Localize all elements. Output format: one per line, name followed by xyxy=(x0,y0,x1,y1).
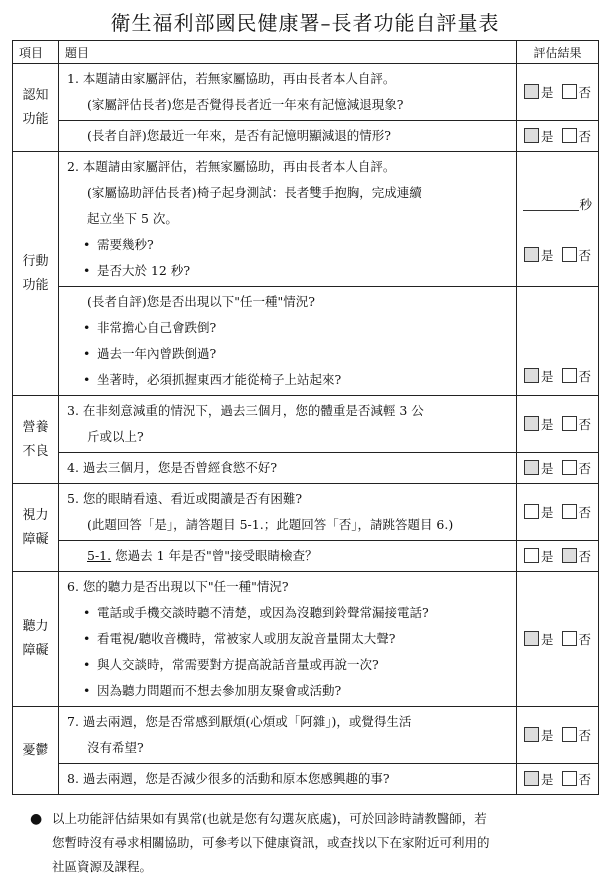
answer-q5-1: 是 否 xyxy=(517,541,599,572)
table-row xyxy=(13,484,599,541)
category-mobility: 行動 功能 xyxy=(13,152,59,396)
answer-q5: 是 否 xyxy=(517,484,599,541)
checkbox-yes[interactable] xyxy=(524,84,539,99)
question-1: 1. 本題請由家屬評估，若無家屬協助，再由長者本人自評。 (家屬評估長者)您是否覺得長者近一年來有記憶減退現象? xyxy=(59,64,517,121)
answer-q7: 是 否 xyxy=(517,707,599,764)
checkbox-no[interactable] xyxy=(562,247,577,262)
page-title: 衛生福利部國民健康署–長者功能自評量表 xyxy=(110,11,500,35)
checkbox-no[interactable] xyxy=(562,548,577,563)
checkbox-no[interactable] xyxy=(562,368,577,383)
checkbox-no[interactable] xyxy=(562,460,577,475)
checkbox-yes[interactable] xyxy=(524,548,539,563)
assessment-table xyxy=(12,40,599,795)
category-depression: 憂鬱 xyxy=(13,707,59,795)
category-hearing: 聽力 障礙 xyxy=(13,572,59,707)
answer-q4: 是 否 xyxy=(517,453,599,484)
question-5: 5. 您的眼睛看遠、看近或閱讀是否有困難? (此題回答「是」，請答題目 5-1.；此題回答「否」，請跳答題目 6.) xyxy=(59,484,517,541)
checkbox-yes[interactable] xyxy=(524,771,539,786)
table-row xyxy=(13,121,599,152)
checkbox-yes[interactable] xyxy=(524,247,539,262)
question-1b: (長者自評)您最近一年來，是否有記憶明顯減退的情形? xyxy=(59,121,517,152)
checkbox-yes[interactable] xyxy=(524,504,539,519)
question-4: 4. 過去三個月，您是否曾經食慾不好? xyxy=(59,453,517,484)
checkbox-yes[interactable] xyxy=(524,128,539,143)
table-row xyxy=(13,287,599,396)
checkbox-no[interactable] xyxy=(562,727,577,742)
table-row xyxy=(13,707,599,764)
answer-q8: 是 否 xyxy=(517,764,599,795)
table-row xyxy=(13,572,599,707)
checkbox-yes[interactable] xyxy=(524,416,539,431)
checkbox-no[interactable] xyxy=(562,416,577,431)
table-row xyxy=(13,541,599,572)
header-question: 題目 xyxy=(59,41,517,64)
question-2b: (長者自評)您是否出現以下"任一種"情況? • 非常擔心自己會跌倒? • 過去一年內曾跌倒過? • 坐著時，必須抓握東西才能從椅子上站起來? xyxy=(59,287,517,396)
checkbox-yes[interactable] xyxy=(524,631,539,646)
question-5-1: 5-1. 您過去 1 年是否"曾"接受眼睛檢查？ xyxy=(59,541,517,572)
footer-note: ● 以上功能評估結果如有異常(也就是您有勾選灰底處)，可於回診時請教醫師，若 您暫時沒有尋求相關協助，可參考以下健康資訊，或查找以下在家附近可利用的 社區資源及課程。 xyxy=(30,807,592,879)
answer-q1: 是 否 xyxy=(517,64,599,121)
checkbox-no[interactable] xyxy=(562,128,577,143)
category-vision: 視力 障礙 xyxy=(13,484,59,572)
checkbox-no[interactable] xyxy=(562,771,577,786)
category-nutrition: 營養 不良 xyxy=(13,396,59,484)
checkbox-no[interactable] xyxy=(562,631,577,646)
table-row xyxy=(13,764,599,795)
table-header xyxy=(13,41,599,64)
answer-q3: 是 否 xyxy=(517,396,599,453)
checkbox-yes[interactable] xyxy=(524,727,539,742)
checkbox-no[interactable] xyxy=(562,504,577,519)
category-cognition: 認知 功能 xyxy=(13,64,59,152)
answer-q2: 秒 是 否 xyxy=(517,152,599,287)
checkbox-yes[interactable] xyxy=(524,368,539,383)
checkbox-no[interactable] xyxy=(562,84,577,99)
seconds-blank[interactable] xyxy=(523,198,579,211)
table-row xyxy=(13,453,599,484)
question-2: 2. 本題請由家屬評估，若無家屬協助，再由長者本人自評。 (家屬協助評估長者)椅子起身測試：長者雙手抱胸，完成連續 起立坐下 5 次。 • 需要幾秒? • 是否大於 12 秒? xyxy=(59,152,517,287)
table-row xyxy=(13,396,599,453)
question-6: 6. 您的聽力是否出現以下"任一種"情況? • 電話或手機交談時聽不清楚，或因為沒聽到鈴聲常漏接電話? • 看電視/聽收音機時，常被家人或朋友說音量開太大聲? • 與人交談時，常需要對方提高說話音量或再說一次? • 因為聽力問題而不想去參加朋友聚會或活動? xyxy=(59,572,517,707)
table-row xyxy=(13,64,599,121)
answer-q1b: 是 否 xyxy=(517,121,599,152)
table-row xyxy=(13,152,599,287)
bullet-icon: ● xyxy=(30,811,43,827)
question-7: 7. 過去兩週，您是否常感到厭煩(心煩或「阿雜」)，或覺得生活 沒有希望? xyxy=(59,707,517,764)
answer-q6: 是 否 xyxy=(517,572,599,707)
question-3: 3. 在非刻意減重的情況下，過去三個月，您的體重是否減輕 3 公 斤或以上? xyxy=(59,396,517,453)
header-item: 項目 xyxy=(13,41,59,64)
answer-q2b: 是 否 xyxy=(517,287,599,396)
checkbox-yes[interactable] xyxy=(524,460,539,475)
header-result: 評估結果 xyxy=(517,41,599,64)
question-8: 8. 過去兩週，您是否減少很多的活動和原本您感興趣的事? xyxy=(59,764,517,795)
